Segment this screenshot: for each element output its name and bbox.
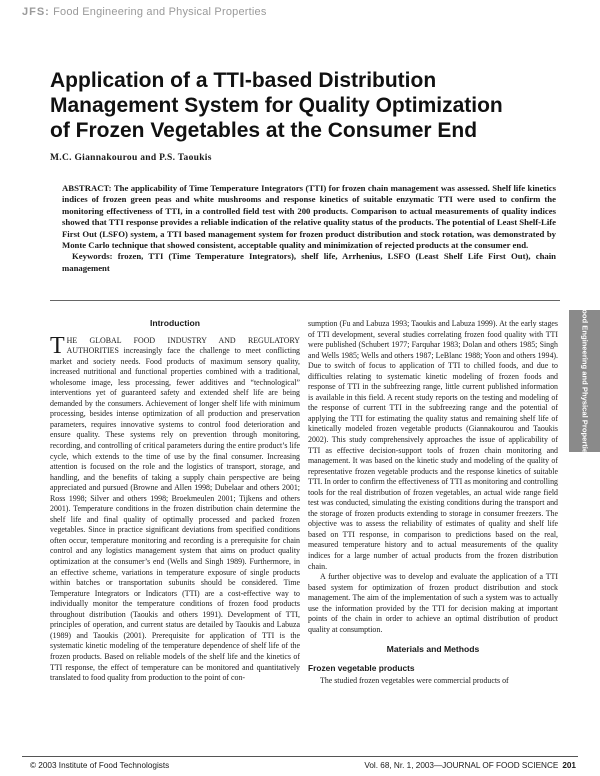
copyright: © 2003 Institute of Food Technologists [30,761,170,770]
abstract [62,183,556,274]
title-line: of Frozen Vegetables at the Consumer End [50,119,478,142]
title-line: Management System for Quality Optimization [50,94,503,117]
page-number: 201 [562,761,576,770]
side-tab-label: Food Engineering and Physical Properties [580,304,589,458]
authors: M.C. Giannakourou and P.S. Taoukis [50,153,212,163]
journal-section: Food Engineering and Physical Properties [53,6,267,18]
right-column [308,319,558,686]
footer-citation [364,761,576,770]
divider [50,300,560,301]
citation: Vol. 68, Nr. 1, 2003—JOURNAL OF FOOD SCIENCE [364,761,559,770]
journal-running-head [22,6,267,18]
introduction-heading: Introduction [149,318,201,328]
title-line: Application of a TTI-based Distribution [50,69,437,92]
article-title [50,68,570,143]
left-column [50,318,300,684]
materials-heading: Materials and Methods [386,644,480,655]
abstract-text: ABSTRACT: The applicability of Time Temperature Integrators (TTI) for frozen chain management was assessed. Shelf life kinetics indices of frozen green peas and white mushrooms and response kinetics of suitable enzymatic TTI were used to confirm the monitoring effectiveness of TTI, in a controlled field test with 200 products. Comparison to actual measurements of quality indices showed that TTI response provides a reliable indication of the relative quality status of the products. The potential of Least Shelf-Life First Out (LSFO) system, a TTI based management system for frozen product distribution and stock rotation, was demonstrated by Monte Carlo technique that showed consistent, acceptable quality and minimization of rejected products at the consumer end. [62,183,556,251]
subsection-heading: Frozen vegetable products [308,662,415,673]
intro-paragraph-1: THE GLOBAL FOOD INDUSTRY AND REGULATORY AUTHORITIES increasingly face the challenge to meet conflicting market and society needs. Food products of maximum sensory quality, increased nutritional and functional properties combined with a traditional, wholesome image, less processing, fewer additives and “technological” interventions yet of guaranteed safety and extended shelf life are being demanded by the consumers. Achievement of longer shelf life with minimum processing, besides intense optimization of all production and preservation parameters, requires innovative systems to control food deterioration and ensure quality. These systems rely on prevention through monitoring, recording, and controlling of critical parameters during the entire product’s life cycle, which extends to the time of use by the final consumer. Increasing attention is focused on the role and the logistics of transport, storage, and handling, and the benefits of taking a supply chain perspective are being appreciated and pursued (Browne and Allen 1998; Dubelaar and others 2001; Ross 1998; Silver and others 1998; Broekmeulen 2001; Tijkens and others 2001). Temperature conditions in the frozen distribution chain determine the shelf life and final quality of optimally processed and packed frozen vegetables. Since in practice significant deviations from specified conditions often occur, temperature monitoring and recording is a prerequisite for chain control and any logistics management system that aims on product quality optimization at the consumer’s end (Wells and Singh 1989). Furthermore, in an effective scheme, variations in temperature exposure of single products within batches or transportation subunits should be considered. Time Temperature Integrators or Indicators (TTI) are a cost-effective way to individually monitor the temperature conditions of frozen food products throughout distribution (Taoukis and others 1991). Development of TTI, principles of operation, and current status are detailed by Taoukis and Labuza (1989) and Taoukis (2001). Prerequisite for application of TTI is the systematic kinetic modeling of the temperature dependence of shelf life of the frozen products. Based on reliable models of the shelf life and the kinetics of TTI response, the effect of temperature can be monitored and quantitatively translated to food quality from production to the point of con- [50,332,300,683]
footer-divider [22,756,578,757]
journal-code: JFS: [22,6,50,18]
materials-paragraph: The studied frozen vegetables were commercial products of [320,675,509,685]
keywords: Keywords: frozen, TTI (Time Temperature Integrators), shelf life, Arrhenius, LSFO (Least Shelf Life First Out), chain management [62,251,556,273]
intro-paragraph-2: sumption (Fu and Labuza 1993; Taoukis and Labuza 1999). At the early stages of TTI development, several studies correlating frozen food quality with TTI were published (Schubert 1977; Farquhar 1983; Dolan and others 1985; Singh and Wells 1985; Wells and others 1987; LeBlanc 1988; Yoon and others 1994). Due to switch of focus to application of TTI to chilled foods, and due to difficulties relating to systematic kinetic modeling of frozen foods and response of TTI in the subfreezing range, little current published information is available in this field. A recent study reports on the testing and modeling of the response of current TTI in the subfreezing range and the potential of applying the TTI for estimating the quality status and remaining shelf life of kinetically modeled frozen vegetable products (Giannakourou and Taoukis 2002). This study comprehensively approaches the issue of applicability of TTI as effective decision-support tools of frozen chain monitoring and management. It was based on the kinetic study and modeling of the quality of representative frozen vegetable products and the response kinetics of suitable TTI. In order to confirm the effectiveness of TTI as monitoring and controlling tools for the real distribution of frozen vegetables, an actual wide range field test was conducted, simulating the existing conditions during the transport and the storage of frozen products extending to storage in consumer freezers. The objective was to assess the reliability of estimates of quality and shelf life based on TTI response, in comparison to predictions based on the real, measured temperature history and to actual measurements of the quality indices for a large number of actual products from the frozen distribution chain. [308,319,558,571]
intro-paragraph-3: A further objective was to develop and evaluate the application of a TTI based system for optimization of frozen product distribution and stock management. The aim of the implementation of such a system was to actually use the information provided by the TTI for decision making at important points of the chain in order to achieve an optimal distribution of product quality at consumption. [308,572,558,634]
dropcap: T [50,332,65,359]
section-side-tab [569,304,600,458]
